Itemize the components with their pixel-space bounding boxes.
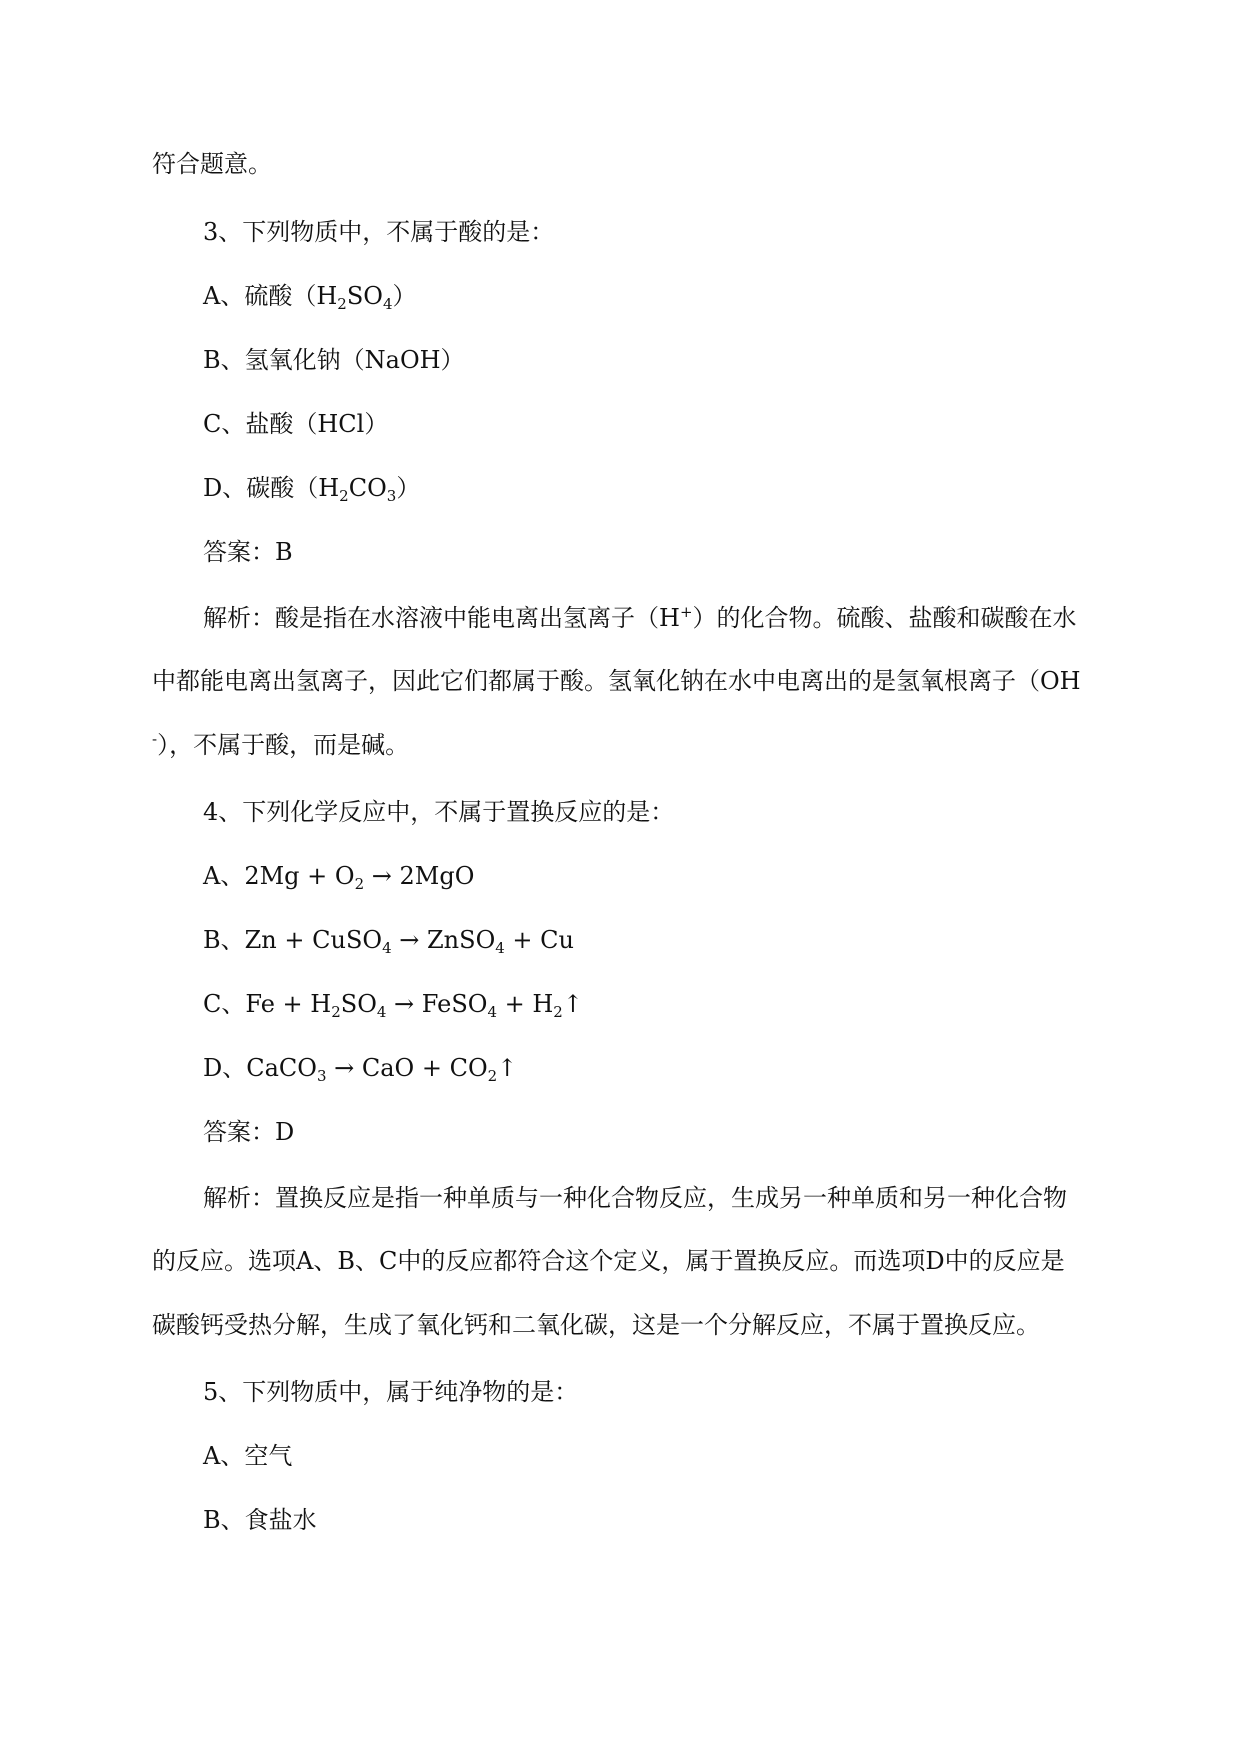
superscript: - bbox=[152, 730, 158, 748]
text: 碳酸钙受热分解，生成了氧化钙和二氧化碳，这是一个分解反应，不属于置换反应。 bbox=[152, 1311, 1040, 1339]
text: D、CaCO bbox=[203, 1054, 317, 1082]
q4-answer bbox=[203, 1117, 294, 1147]
q4-option-b bbox=[203, 925, 574, 955]
text: → 2MgO bbox=[364, 862, 475, 890]
text: ）的化合物。硫酸、盐酸和碳酸在水 bbox=[692, 604, 1077, 632]
text: → FeSO bbox=[386, 990, 488, 1018]
text: 4、下列化学反应中，不属于置换反应的是： bbox=[203, 798, 675, 826]
q3-option-c bbox=[203, 409, 388, 439]
subscript: 3 bbox=[386, 487, 397, 505]
text: 的反应。选项A、B、C中的反应都符合这个定义，属于置换反应。而选项D中的反应是 bbox=[152, 1247, 1065, 1275]
text: ），不属于酸，而是碱。 bbox=[157, 731, 410, 759]
text: C、盐酸（HCl） bbox=[203, 410, 389, 438]
subscript: 4 bbox=[376, 1003, 387, 1021]
subscript: 2 bbox=[331, 1003, 341, 1021]
q5-stem bbox=[203, 1377, 578, 1407]
q4-option-c bbox=[203, 989, 583, 1019]
q4-explanation-line-3 bbox=[152, 1310, 1040, 1340]
q3-option-d bbox=[203, 473, 420, 503]
subscript: 2 bbox=[487, 1067, 498, 1085]
q3-explanation-line-2 bbox=[152, 666, 1081, 696]
q4-option-d bbox=[203, 1053, 517, 1083]
text: A、空气 bbox=[203, 1442, 293, 1470]
q3-option-a bbox=[203, 281, 416, 311]
subscript: 4 bbox=[382, 939, 392, 957]
q3-stem bbox=[203, 217, 554, 247]
text: → CaO + CO bbox=[326, 1054, 488, 1082]
text: A、硫酸（H bbox=[203, 282, 338, 310]
q4-option-a bbox=[203, 861, 474, 891]
text: B、Zn + CuSO bbox=[203, 926, 383, 954]
intro-tail-line bbox=[152, 149, 272, 179]
q3-explanation-line-3 bbox=[152, 730, 409, 760]
subscript: 2 bbox=[553, 1003, 563, 1021]
text: D、碳酸（H bbox=[203, 474, 340, 502]
superscript: + bbox=[679, 603, 693, 621]
text: 解析：置换反应是指一种单质与一种化合物反应，生成另一种单质和另一种化合物 bbox=[203, 1184, 1067, 1212]
q4-stem bbox=[203, 797, 674, 827]
subscript: 2 bbox=[337, 295, 347, 313]
text: 答案：D bbox=[203, 1118, 295, 1146]
text: 3、下列物质中，不属于酸的是： bbox=[203, 218, 555, 246]
subscript: 4 bbox=[487, 1003, 497, 1021]
subscript: 2 bbox=[339, 487, 349, 505]
text: B、氢氧化钠（NaOH） bbox=[203, 346, 465, 374]
text: SO bbox=[346, 282, 383, 310]
q5-option-a bbox=[203, 1441, 292, 1471]
subscript: 4 bbox=[382, 295, 393, 313]
text: CO bbox=[348, 474, 387, 502]
q3-option-b bbox=[203, 345, 465, 375]
q3-explanation-line-1 bbox=[203, 603, 1077, 633]
q4-explanation-line-2 bbox=[152, 1246, 1065, 1276]
q4-explanation-line-1 bbox=[203, 1183, 1067, 1213]
subscript: 2 bbox=[354, 875, 365, 893]
subscript: 3 bbox=[316, 1067, 327, 1085]
text: B、食盐水 bbox=[203, 1506, 317, 1534]
text: 中都能电离出氢离子，因此它们都属于酸。氢氧化钠在水中电离出的是氢氧根离子（OH bbox=[152, 667, 1081, 695]
up-arrow-text: ↑ bbox=[497, 1054, 518, 1082]
text: 符合题意。 bbox=[152, 150, 272, 178]
text: SO bbox=[340, 990, 377, 1018]
text: 5、下列物质中，属于纯净物的是： bbox=[203, 1378, 579, 1406]
text: C、Fe + H bbox=[203, 990, 332, 1018]
text: 解析：酸是指在水溶液中能电离出氢离子（H bbox=[203, 604, 680, 632]
text: A、2Mg + O bbox=[203, 862, 355, 890]
text: ） bbox=[392, 282, 417, 310]
subscript: 4 bbox=[495, 939, 505, 957]
q3-answer bbox=[203, 537, 293, 567]
text: 答案：B bbox=[203, 538, 293, 566]
text: + H bbox=[497, 990, 554, 1018]
text: → ZnSO bbox=[391, 926, 496, 954]
q5-option-b bbox=[203, 1505, 317, 1535]
text: + Cu bbox=[504, 926, 574, 954]
text: ） bbox=[396, 474, 421, 502]
up-arrow-text: ↑ bbox=[562, 990, 583, 1018]
